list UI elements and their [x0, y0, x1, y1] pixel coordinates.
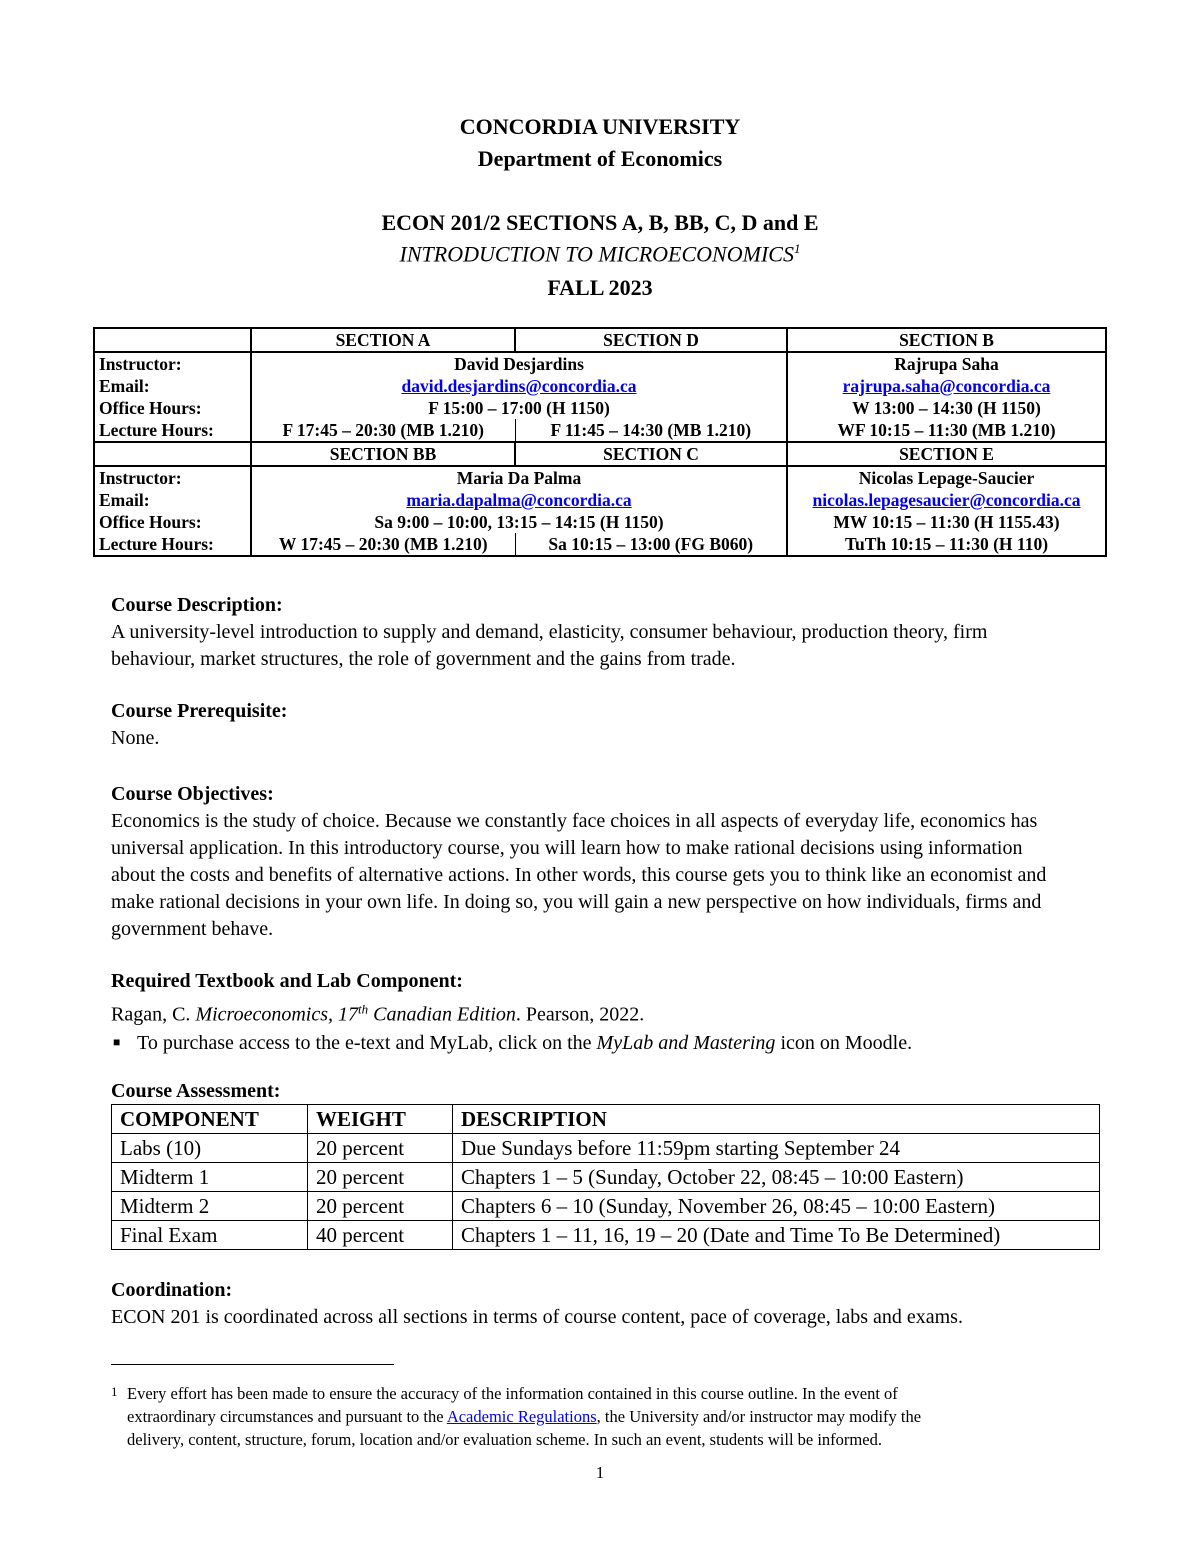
section-d-header: SECTION D	[515, 328, 787, 352]
office-hours-label: Office Hours:	[94, 397, 251, 419]
objectives-text: Economics is the study of choice. Because we constantly face choices in all aspects of everyday life, economics has universal application. In this introductory course, you will learn how to make rational decisions using information about the costs and benefits of alternative actions. In other words, this course gets you to think like an economist and make rational decisions in your own life. In doing so, you will gain a new perspective on how individuals, firms and government behave.	[111, 810, 1047, 940]
assessment-table	[111, 1104, 1100, 1250]
citation-rest: . Pearson, 2022.	[515, 1003, 645, 1026]
row-description: Chapters 1 – 11, 16, 19 – 20 (Date and Time To Be Determined)	[453, 1221, 1100, 1250]
footnote-divider	[111, 1364, 394, 1365]
table-row	[112, 1221, 1100, 1250]
instructor-label: Instructor:	[94, 352, 251, 375]
office-hours-row-2	[94, 511, 1106, 533]
instructor-row-2	[94, 466, 1106, 489]
coordination-heading: Coordination:	[111, 1279, 233, 1301]
bullet-text-em: MyLab and Mastering	[596, 1031, 776, 1054]
email-e-cell	[787, 489, 1106, 511]
section-a-header: SECTION A	[251, 328, 515, 352]
textbook-heading: Required Textbook and Lab Component:	[111, 970, 463, 992]
footnote-number: 1	[111, 1384, 118, 1399]
lecture-hours-b: WF 10:15 – 11:30 (MB 1.210)	[787, 419, 1106, 442]
coordination-text: ECON 201 is coordinated across all sections in terms of course content, pace of coverage, labs and exams.	[111, 1306, 963, 1328]
lecture-hours-label-2: Lecture Hours:	[94, 533, 251, 556]
email-link-saha[interactable]: rajrupa.saha@concordia.ca	[842, 376, 1051, 396]
university-name: CONCORDIA UNIVERSITY	[459, 114, 741, 139]
course-title-text: INTRODUCTION TO MICROECONOMICS	[399, 241, 794, 267]
instructor-b: Rajrupa Saha	[787, 352, 1106, 375]
table-row	[112, 1163, 1100, 1192]
objectives-section	[111, 781, 1066, 943]
email-link-desjardins[interactable]: david.desjardins@concordia.ca	[401, 376, 637, 396]
row-component: Final Exam	[112, 1221, 308, 1250]
course-title	[0, 241, 1200, 267]
course-description-text: A university-level introduction to supply and demand, elasticity, consumer behaviour, production theory, firm behaviour, market structures, the role of government and the gains from trade.	[111, 621, 988, 670]
col-weight: WEIGHT	[308, 1105, 453, 1134]
row-component: Labs (10)	[112, 1134, 308, 1163]
course-description-heading: Course Description:	[111, 594, 283, 616]
row-weight: 20 percent	[308, 1163, 453, 1192]
office-hours-b: W 13:00 – 14:30 (H 1150)	[787, 397, 1106, 419]
email-link-dapalma[interactable]: maria.dapalma@concordia.ca	[406, 490, 632, 510]
table-row	[112, 1134, 1100, 1163]
instructor-ad: David Desjardins	[454, 354, 584, 374]
term: FALL 2023	[547, 275, 653, 300]
lecture-hours-e: TuTh 10:15 – 11:30 (H 110)	[787, 533, 1106, 556]
lecture-hours-c: Sa 10:15 – 13:00 (FG B060)	[515, 533, 787, 556]
footnote-line-1	[111, 1380, 1091, 1405]
email-bbc-cell	[251, 489, 787, 511]
section-c-header: SECTION C	[515, 442, 787, 466]
instructor-e: Nicolas Lepage-Saucier	[787, 466, 1106, 489]
row-description: Chapters 1 – 5 (Sunday, October 22, 08:45 – 10:00 Eastern)	[453, 1163, 1100, 1192]
footnote	[111, 1380, 1091, 1451]
row-description: Due Sundays before 11:59pm starting September 24	[453, 1134, 1100, 1163]
office-hours-e: MW 10:15 – 11:30 (H 1155.43)	[787, 511, 1106, 533]
citation-title-sup: th	[358, 1001, 369, 1016]
sections-table	[93, 327, 1107, 557]
row-weight: 20 percent	[308, 1134, 453, 1163]
section-bb-header: SECTION BB	[251, 442, 515, 466]
textbook-section	[111, 968, 1071, 1057]
section-header-row-2	[94, 442, 1106, 466]
prerequisite-text: None.	[111, 727, 160, 749]
assessment-header-row	[112, 1105, 1100, 1134]
lecture-hours-d: F 11:45 – 14:30 (MB 1.210)	[550, 420, 752, 440]
page-number: 1	[595, 1463, 605, 1482]
email-link-lepage-saucier[interactable]: nicolas.lepagesaucier@concordia.ca	[812, 490, 1081, 510]
office-hours-ad: F 15:00 – 17:00 (H 1150)	[428, 398, 610, 418]
lecture-hours-bb: W 17:45 – 20:30 (MB 1.210)	[251, 533, 515, 556]
office-hours-row	[94, 397, 1106, 419]
empty-header-cell-2	[94, 442, 251, 466]
office-hours-label-2: Office Hours:	[94, 511, 251, 533]
footnote-text-c: , the University and/or instructor may modify the	[596, 1407, 922, 1426]
email-row-2	[94, 489, 1106, 511]
coordination-section	[111, 1277, 1121, 1331]
course-description-section	[111, 592, 1071, 673]
col-component: COMPONENT	[112, 1105, 308, 1134]
email-row	[94, 375, 1106, 397]
instructor-label-2: Instructor:	[94, 466, 251, 489]
row-component: Midterm 1	[112, 1163, 308, 1192]
section-b-header: SECTION B	[787, 328, 1106, 352]
assessment-heading-text: Course Assessment:	[111, 1080, 281, 1102]
square-bullet-icon: ■	[113, 1034, 121, 1049]
lecture-hours-a: F 17:45 – 20:30 (MB 1.210)	[251, 419, 515, 442]
row-component: Midterm 2	[112, 1192, 308, 1221]
citation-title-b: Canadian Edition	[368, 1003, 516, 1026]
email-b-cell	[787, 375, 1106, 397]
citation-title-a: Microeconomics, 17	[195, 1003, 358, 1026]
objectives-heading: Course Objectives:	[111, 783, 274, 805]
table-row	[112, 1192, 1100, 1221]
col-description: DESCRIPTION	[453, 1105, 1100, 1134]
section-e-header: SECTION E	[787, 442, 1106, 466]
bullet-text-a: To purchase access to the e-text and MyLab, click on the	[137, 1031, 597, 1054]
row-weight: 20 percent	[308, 1192, 453, 1221]
lecture-hours-row	[94, 419, 1106, 442]
bullet-text-b: icon on Moodle.	[775, 1031, 913, 1054]
textbook-citation	[111, 995, 1071, 1029]
office-hours-bbc: Sa 9:00 – 10:00, 13:15 – 14:15 (H 1150)	[374, 512, 664, 532]
department-name: Department of Economics	[477, 146, 723, 171]
academic-regulations-link[interactable]: Academic Regulations	[446, 1407, 597, 1426]
footnote-reference[interactable]: 1	[793, 241, 801, 256]
footnote-line-2	[111, 1405, 1091, 1428]
assessment-heading	[111, 1078, 1071, 1105]
citation-author: Ragan, C.	[111, 1003, 196, 1026]
footnote-text-b: extraordinary circumstances and pursuant to the	[127, 1407, 447, 1426]
row-description: Chapters 6 – 10 (Sunday, November 26, 08:45 – 10:00 Eastern)	[453, 1192, 1100, 1221]
empty-header-cell	[94, 328, 251, 352]
lecture-hours-label: Lecture Hours:	[94, 419, 251, 442]
instructor-bbc: Maria Da Palma	[456, 468, 582, 488]
footnote-line-3: delivery, content, structure, forum, location and/or evaluation scheme. In such an event, students will be informed.	[127, 1430, 882, 1449]
course-code: ECON 201/2 SECTIONS A, B, BB, C, D and E	[381, 210, 819, 235]
prerequisite-section	[111, 698, 1071, 752]
email-label-2: Email:	[94, 489, 251, 511]
footnote-text-a: Every effort has been made to ensure the accuracy of the information contained in this course outline. In the event of	[127, 1384, 898, 1403]
instructor-row	[94, 352, 1106, 375]
textbook-bullet	[113, 1029, 1071, 1057]
email-label: Email:	[94, 375, 251, 397]
row-weight: 40 percent	[308, 1221, 453, 1250]
section-header-row	[94, 328, 1106, 352]
email-ad-cell	[251, 375, 787, 397]
prerequisite-heading: Course Prerequisite:	[111, 700, 288, 722]
lecture-hours-row-2	[94, 533, 1106, 556]
